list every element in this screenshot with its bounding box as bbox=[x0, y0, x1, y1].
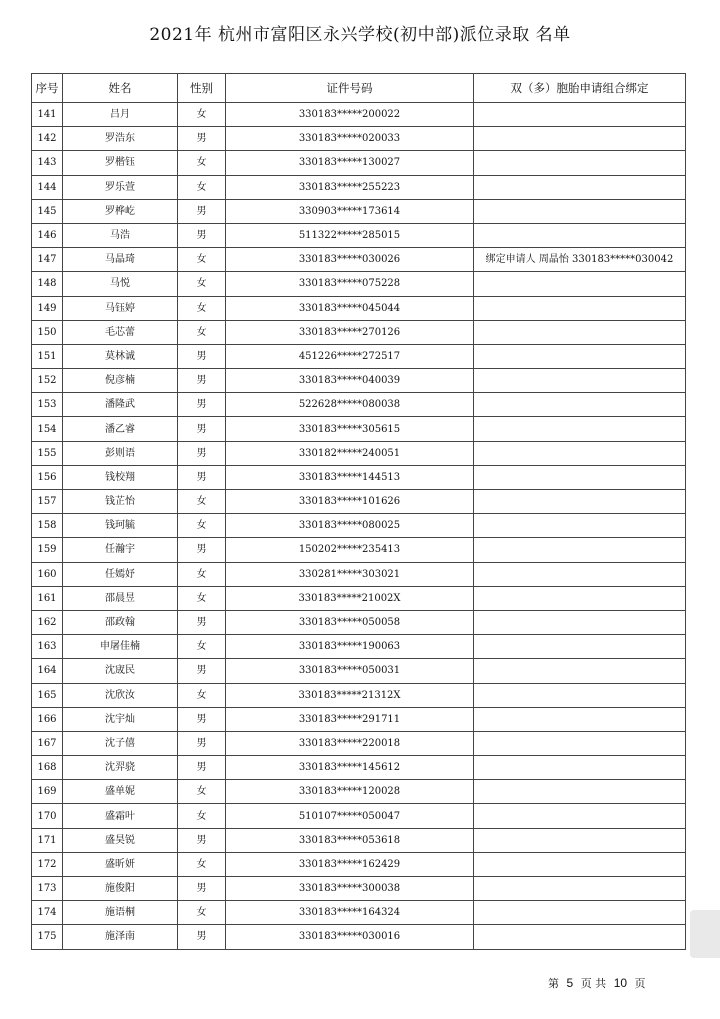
cell-name: 施泽南 bbox=[63, 925, 178, 949]
cell-gender: 男 bbox=[178, 465, 226, 489]
footer-prefix: 第 bbox=[548, 977, 559, 990]
cell-serial: 173 bbox=[32, 877, 63, 901]
cell-id-number: 330183*****270126 bbox=[226, 320, 474, 344]
total-page-number: 10 bbox=[613, 976, 628, 990]
cell-id-number: 330183*****080025 bbox=[226, 514, 474, 538]
cell-name: 潘隆武 bbox=[63, 393, 178, 417]
table-header-row bbox=[32, 74, 686, 103]
cell-serial: 152 bbox=[32, 369, 63, 393]
cell-twin-binding bbox=[474, 175, 686, 199]
cell-twin-binding bbox=[474, 635, 686, 659]
cell-twin-binding bbox=[474, 344, 686, 368]
cell-id-number: 522628*****080038 bbox=[226, 393, 474, 417]
cell-serial: 170 bbox=[32, 804, 63, 828]
cell-twin-binding bbox=[474, 852, 686, 876]
cell-gender: 男 bbox=[178, 659, 226, 683]
cell-name: 施俊阳 bbox=[63, 877, 178, 901]
cell-name: 罗桦屹 bbox=[63, 199, 178, 223]
cell-twin-binding bbox=[474, 780, 686, 804]
cell-gender: 女 bbox=[178, 103, 226, 127]
cell-twin-binding bbox=[474, 320, 686, 344]
cell-id-number: 330183*****190063 bbox=[226, 635, 474, 659]
table-row bbox=[32, 369, 686, 393]
cell-gender: 男 bbox=[178, 344, 226, 368]
table-row bbox=[32, 659, 686, 683]
table-row bbox=[32, 707, 686, 731]
cell-name: 倪彦楠 bbox=[63, 369, 178, 393]
table-row bbox=[32, 151, 686, 175]
cell-id-number: 330183*****053618 bbox=[226, 828, 474, 852]
cell-name: 沈欣汝 bbox=[63, 683, 178, 707]
cell-twin-binding bbox=[474, 514, 686, 538]
cell-id-number: 330183*****291711 bbox=[226, 707, 474, 731]
cell-id-number: 330281*****303021 bbox=[226, 562, 474, 586]
cell-twin-binding bbox=[474, 441, 686, 465]
cell-id-number: 451226*****272517 bbox=[226, 344, 474, 368]
cell-twin-binding bbox=[474, 901, 686, 925]
cell-twin-binding bbox=[474, 586, 686, 610]
cell-id-number: 150202*****235413 bbox=[226, 538, 474, 562]
cell-twin-binding bbox=[474, 538, 686, 562]
table-row bbox=[32, 393, 686, 417]
cell-id-number: 330183*****040039 bbox=[226, 369, 474, 393]
cell-id-number: 330183*****200022 bbox=[226, 103, 474, 127]
cell-gender: 女 bbox=[178, 852, 226, 876]
cell-twin-binding bbox=[474, 199, 686, 223]
table-row bbox=[32, 441, 686, 465]
cell-serial: 156 bbox=[32, 465, 63, 489]
cell-gender: 男 bbox=[178, 393, 226, 417]
cell-twin-binding bbox=[474, 707, 686, 731]
footer-middle: 页 共 bbox=[580, 977, 607, 990]
cell-name: 沈宇灿 bbox=[63, 707, 178, 731]
cell-serial: 142 bbox=[32, 127, 63, 151]
cell-id-number: 510107*****050047 bbox=[226, 804, 474, 828]
cell-twin-binding bbox=[474, 490, 686, 514]
cell-name: 马晶琦 bbox=[63, 248, 178, 272]
table-row bbox=[32, 683, 686, 707]
cell-serial: 143 bbox=[32, 151, 63, 175]
cell-serial: 147 bbox=[32, 248, 63, 272]
cell-twin-binding bbox=[474, 296, 686, 320]
table-row bbox=[32, 320, 686, 344]
cell-gender: 男 bbox=[178, 223, 226, 247]
cell-gender: 女 bbox=[178, 175, 226, 199]
cell-serial: 175 bbox=[32, 925, 63, 949]
cell-id-number: 330183*****075228 bbox=[226, 272, 474, 296]
cell-gender: 女 bbox=[178, 562, 226, 586]
cell-twin-binding bbox=[474, 804, 686, 828]
cell-serial: 172 bbox=[32, 852, 63, 876]
cell-serial: 165 bbox=[32, 683, 63, 707]
cell-name: 潘乙睿 bbox=[63, 417, 178, 441]
table-row bbox=[32, 175, 686, 199]
cell-gender: 女 bbox=[178, 490, 226, 514]
cell-serial: 169 bbox=[32, 780, 63, 804]
cell-gender: 男 bbox=[178, 369, 226, 393]
cell-id-number: 330183*****162429 bbox=[226, 852, 474, 876]
cell-id-number: 330183*****21002X bbox=[226, 586, 474, 610]
cell-gender: 女 bbox=[178, 272, 226, 296]
cell-id-number: 330183*****164324 bbox=[226, 901, 474, 925]
cell-twin-binding bbox=[474, 731, 686, 755]
cell-gender: 女 bbox=[178, 635, 226, 659]
cell-gender: 男 bbox=[178, 731, 226, 755]
cell-gender: 男 bbox=[178, 127, 226, 151]
cell-gender: 女 bbox=[178, 296, 226, 320]
table-row bbox=[32, 223, 686, 247]
cell-gender: 男 bbox=[178, 877, 226, 901]
cell-id-number: 330183*****050031 bbox=[226, 659, 474, 683]
table-row bbox=[32, 514, 686, 538]
cell-name: 盛昕妍 bbox=[63, 852, 178, 876]
cell-serial: 155 bbox=[32, 441, 63, 465]
cell-name: 罗浩东 bbox=[63, 127, 178, 151]
cell-id-number: 330183*****045044 bbox=[226, 296, 474, 320]
table-row bbox=[32, 756, 686, 780]
cell-name: 申屠佳楠 bbox=[63, 635, 178, 659]
table-row bbox=[32, 828, 686, 852]
cell-twin-binding bbox=[474, 369, 686, 393]
cell-twin-binding bbox=[474, 683, 686, 707]
cell-name: 钱珂毓 bbox=[63, 514, 178, 538]
cell-name: 沈羿骁 bbox=[63, 756, 178, 780]
header-id-number: 证件号码 bbox=[226, 74, 474, 103]
cell-name: 马悦 bbox=[63, 272, 178, 296]
cell-serial: 159 bbox=[32, 538, 63, 562]
cell-serial: 148 bbox=[32, 272, 63, 296]
cell-gender: 女 bbox=[178, 248, 226, 272]
table-row bbox=[32, 490, 686, 514]
cell-id-number: 330183*****300038 bbox=[226, 877, 474, 901]
cell-serial: 162 bbox=[32, 610, 63, 634]
cell-gender: 男 bbox=[178, 610, 226, 634]
cell-twin-binding bbox=[474, 828, 686, 852]
cell-serial: 153 bbox=[32, 393, 63, 417]
cell-id-number: 330182*****240051 bbox=[226, 441, 474, 465]
cell-gender: 男 bbox=[178, 925, 226, 949]
cell-twin-binding bbox=[474, 659, 686, 683]
cell-name: 毛芯蕾 bbox=[63, 320, 178, 344]
cell-id-number: 330903*****173614 bbox=[226, 199, 474, 223]
cell-id-number: 330183*****130027 bbox=[226, 151, 474, 175]
admission-table bbox=[31, 73, 686, 950]
cell-id-number: 330183*****030016 bbox=[226, 925, 474, 949]
cell-serial: 171 bbox=[32, 828, 63, 852]
table-row bbox=[32, 901, 686, 925]
cell-twin-binding bbox=[474, 610, 686, 634]
header-serial: 序号 bbox=[32, 74, 63, 103]
table-row bbox=[32, 877, 686, 901]
footer-suffix: 页 bbox=[634, 977, 646, 990]
cell-gender: 男 bbox=[178, 441, 226, 465]
cell-serial: 160 bbox=[32, 562, 63, 586]
header-gender: 性别 bbox=[178, 74, 226, 103]
cell-twin-binding bbox=[474, 103, 686, 127]
cell-twin-binding bbox=[474, 151, 686, 175]
cell-serial: 167 bbox=[32, 731, 63, 755]
table-row bbox=[32, 925, 686, 949]
cell-gender: 男 bbox=[178, 828, 226, 852]
cell-twin-binding bbox=[474, 127, 686, 151]
cell-twin-binding bbox=[474, 417, 686, 441]
cell-id-number: 511322*****285015 bbox=[226, 223, 474, 247]
cell-serial: 146 bbox=[32, 223, 63, 247]
cell-twin-binding bbox=[474, 877, 686, 901]
cell-gender: 女 bbox=[178, 780, 226, 804]
cell-name: 沈子僖 bbox=[63, 731, 178, 755]
table-row bbox=[32, 272, 686, 296]
cell-serial: 174 bbox=[32, 901, 63, 925]
cell-gender: 女 bbox=[178, 804, 226, 828]
cell-serial: 164 bbox=[32, 659, 63, 683]
table-row bbox=[32, 562, 686, 586]
cell-gender: 男 bbox=[178, 417, 226, 441]
cell-serial: 141 bbox=[32, 103, 63, 127]
cell-id-number: 330183*****145612 bbox=[226, 756, 474, 780]
header-twin-binding: 双（多）胞胎申请组合绑定 bbox=[474, 74, 686, 103]
page-footer bbox=[548, 975, 646, 991]
table-row bbox=[32, 538, 686, 562]
cell-id-number: 330183*****220018 bbox=[226, 731, 474, 755]
cell-name: 彭则语 bbox=[63, 441, 178, 465]
table-row bbox=[32, 780, 686, 804]
cell-name: 盛霜叶 bbox=[63, 804, 178, 828]
cell-serial: 168 bbox=[32, 756, 63, 780]
table-row bbox=[32, 731, 686, 755]
cell-name: 施语桐 bbox=[63, 901, 178, 925]
cell-name: 任嫣妤 bbox=[63, 562, 178, 586]
table-row bbox=[32, 465, 686, 489]
table-row bbox=[32, 127, 686, 151]
cell-twin-binding bbox=[474, 562, 686, 586]
cell-gender: 女 bbox=[178, 586, 226, 610]
table-row bbox=[32, 610, 686, 634]
cell-twin-binding bbox=[474, 272, 686, 296]
table-row bbox=[32, 296, 686, 320]
cell-id-number: 330183*****120028 bbox=[226, 780, 474, 804]
cell-id-number: 330183*****305615 bbox=[226, 417, 474, 441]
page-title: 2021年 杭州市富阳区永兴学校(初中部)派位录取 名单 bbox=[149, 25, 571, 45]
cell-id-number: 330183*****255223 bbox=[226, 175, 474, 199]
cell-gender: 男 bbox=[178, 707, 226, 731]
cell-name: 沈宬民 bbox=[63, 659, 178, 683]
cell-name: 任瀚宇 bbox=[63, 538, 178, 562]
cell-gender: 男 bbox=[178, 756, 226, 780]
cell-serial: 161 bbox=[32, 586, 63, 610]
cell-name: 吕月 bbox=[63, 103, 178, 127]
cell-gender: 男 bbox=[178, 199, 226, 223]
cell-id-number: 330183*****020033 bbox=[226, 127, 474, 151]
cell-name: 罗乐萱 bbox=[63, 175, 178, 199]
table-row bbox=[32, 199, 686, 223]
cell-twin-binding: 绑定申请人 周晶怡 330183*****030042 bbox=[474, 248, 686, 272]
cell-id-number: 330183*****21312X bbox=[226, 683, 474, 707]
table-body bbox=[32, 103, 686, 950]
table-row bbox=[32, 586, 686, 610]
cell-id-number: 330183*****101626 bbox=[226, 490, 474, 514]
cell-serial: 149 bbox=[32, 296, 63, 320]
cell-serial: 145 bbox=[32, 199, 63, 223]
cell-name: 马钰婷 bbox=[63, 296, 178, 320]
cell-serial: 166 bbox=[32, 707, 63, 731]
current-page-number: 5 bbox=[566, 976, 574, 990]
watermark-tab bbox=[690, 910, 720, 958]
cell-name: 邵政翰 bbox=[63, 610, 178, 634]
cell-serial: 157 bbox=[32, 490, 63, 514]
cell-twin-binding bbox=[474, 756, 686, 780]
cell-gender: 女 bbox=[178, 151, 226, 175]
cell-name: 邵晨昱 bbox=[63, 586, 178, 610]
cell-name: 钱校翔 bbox=[63, 465, 178, 489]
cell-gender: 女 bbox=[178, 901, 226, 925]
cell-serial: 144 bbox=[32, 175, 63, 199]
table-row bbox=[32, 804, 686, 828]
table-row bbox=[32, 635, 686, 659]
cell-twin-binding bbox=[474, 465, 686, 489]
table-row bbox=[32, 852, 686, 876]
cell-twin-binding bbox=[474, 393, 686, 417]
cell-twin-binding bbox=[474, 223, 686, 247]
cell-gender: 男 bbox=[178, 538, 226, 562]
cell-name: 马浩 bbox=[63, 223, 178, 247]
cell-name: 钱芷怡 bbox=[63, 490, 178, 514]
cell-name: 莫林诚 bbox=[63, 344, 178, 368]
cell-gender: 女 bbox=[178, 514, 226, 538]
cell-id-number: 330183*****030026 bbox=[226, 248, 474, 272]
cell-serial: 158 bbox=[32, 514, 63, 538]
cell-id-number: 330183*****144513 bbox=[226, 465, 474, 489]
cell-name: 盛昊锐 bbox=[63, 828, 178, 852]
header-name: 姓名 bbox=[63, 74, 178, 103]
cell-serial: 150 bbox=[32, 320, 63, 344]
cell-gender: 女 bbox=[178, 683, 226, 707]
table-row bbox=[32, 344, 686, 368]
table-row bbox=[32, 417, 686, 441]
cell-name: 盛单妮 bbox=[63, 780, 178, 804]
cell-gender: 女 bbox=[178, 320, 226, 344]
cell-name: 罗楷钰 bbox=[63, 151, 178, 175]
table-row bbox=[32, 248, 686, 272]
cell-twin-binding bbox=[474, 925, 686, 949]
table-row bbox=[32, 103, 686, 127]
cell-serial: 151 bbox=[32, 344, 63, 368]
cell-serial: 163 bbox=[32, 635, 63, 659]
cell-serial: 154 bbox=[32, 417, 63, 441]
cell-id-number: 330183*****050058 bbox=[226, 610, 474, 634]
